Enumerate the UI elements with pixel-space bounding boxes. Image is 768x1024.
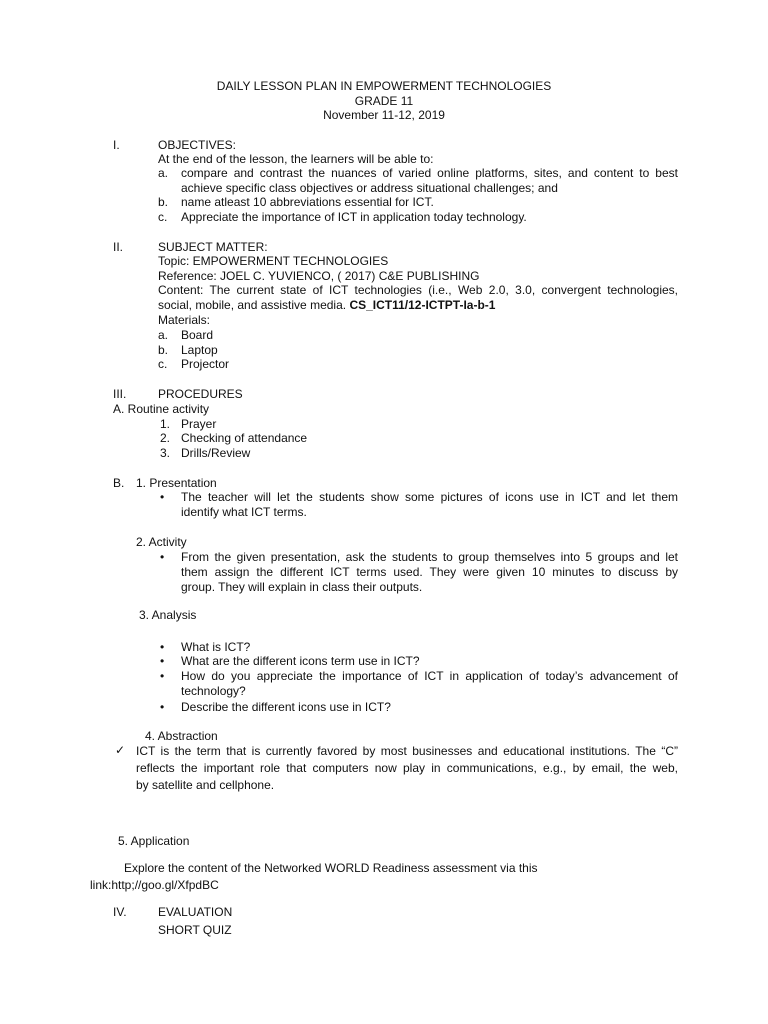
date-line: November 11-12, 2019 xyxy=(323,108,445,122)
presentation-line2: identify what ICT terms. xyxy=(181,505,307,519)
material-b-marker: b. xyxy=(158,343,169,357)
routine-2-marker: 2. xyxy=(160,431,171,445)
abstraction-line3: by satellite and cellphone. xyxy=(136,778,275,792)
bullet-icon: • xyxy=(160,700,165,714)
section-number-evaluation: IV. xyxy=(113,905,127,919)
materials-label: Materials: xyxy=(158,313,211,327)
objective-c-text: Appreciate the importance of ICT in application today technology. xyxy=(181,210,527,224)
analysis-label: 3. Analysis xyxy=(139,608,197,622)
objectives-intro: At the end of the lesson, the learners will be able to: xyxy=(158,152,434,166)
document-title: DAILY LESSON PLAN IN EMPOWERMENT TECHNOLOGIES xyxy=(216,79,552,93)
application-line1: Explore the content of the Networked WORLD Readiness assessment via this xyxy=(124,861,538,875)
activity-label: 2. Activity xyxy=(136,535,187,549)
objective-c-marker: c. xyxy=(158,210,168,224)
analysis-question-3-line1: How do you appreciate the importance of ICT in application of today’s advancement of xyxy=(181,669,678,683)
analysis-question-1: What is ICT? xyxy=(181,640,251,654)
activity-line1: From the given presentation, ask the students to group themselves into 5 groups and let xyxy=(181,550,678,564)
grade-line: GRADE 11 xyxy=(354,94,414,108)
bullet-icon: • xyxy=(160,654,165,668)
material-a-marker: a. xyxy=(158,328,169,342)
routine-attendance: Checking of attendance xyxy=(181,431,308,445)
presentation-line1: The teacher will let the students show some pictures of icons use in ICT and let them xyxy=(181,490,678,504)
analysis-question-3-line2: technology? xyxy=(181,684,246,698)
objective-b-marker: b. xyxy=(158,195,169,209)
evaluation-heading: EVALUATION xyxy=(158,905,233,919)
routine-activity-label: A. Routine activity xyxy=(113,402,210,416)
bullet-icon: • xyxy=(160,550,165,564)
checkmark-icon: ✓ xyxy=(115,743,126,757)
abstraction-line1: ICT is the term that is currently favored by most businesses and educational institutions. The “C” xyxy=(136,744,678,758)
material-projector: Projector xyxy=(181,357,230,371)
subject-content-text: social, mobile, and assistive media. xyxy=(158,298,347,312)
subject-topic: Topic: EMPOWERMENT TECHNOLOGIES xyxy=(158,254,389,268)
presentation-label: 1. Presentation xyxy=(136,476,217,490)
subject-heading: SUBJECT MATTER: xyxy=(158,240,268,254)
objective-a-line1: compare and contrast the nuances of varied online platforms, sites, and content to best xyxy=(181,166,678,180)
procedures-heading: PROCEDURES xyxy=(158,387,243,401)
subject-reference: Reference: JOEL C. YUVIENCO, ( 2017) C&E PUBLISHING xyxy=(158,269,480,283)
objectives-heading: OBJECTIVES: xyxy=(158,138,237,152)
bullet-icon: • xyxy=(160,669,165,683)
material-laptop: Laptop xyxy=(181,343,218,357)
competency-code: CS_ICT11/12-ICTPT-Ia-b-1 xyxy=(349,298,496,312)
subject-content-line2 xyxy=(158,298,495,313)
routine-prayer: Prayer xyxy=(181,417,217,431)
abstraction-label: 4. Abstraction xyxy=(145,729,218,743)
analysis-question-2: What are the different icons term use in ICT? xyxy=(181,654,420,668)
application-label: 5. Application xyxy=(118,834,190,848)
bullet-icon: • xyxy=(160,640,165,654)
section-number-procedures: III. xyxy=(113,387,127,401)
objective-b-text: name atleast 10 abbreviations essential for ICT. xyxy=(181,195,434,209)
routine-1-marker: 1. xyxy=(160,417,171,431)
subject-content-line1: Content: The current state of ICT technologies (i.e., Web 2.0, 3.0, convergent technologies, xyxy=(158,283,678,297)
material-c-marker: c. xyxy=(158,357,168,371)
routine-drills: Drills/Review xyxy=(181,446,251,460)
objective-a-marker: a. xyxy=(158,166,169,180)
analysis-question-4: Describe the different icons use in ICT? xyxy=(181,700,391,714)
bullet-icon: • xyxy=(160,490,165,504)
material-board: Board xyxy=(181,328,214,342)
section-number-objectives: I. xyxy=(113,138,120,152)
application-link: link:http;//goo.gl/XfpdBC xyxy=(90,878,219,892)
routine-3-marker: 3. xyxy=(160,446,171,460)
objective-a-line2: achieve specific class objectives or address situational challenges; and xyxy=(181,181,558,195)
evaluation-short-quiz: SHORT QUIZ xyxy=(158,923,232,937)
activity-line3: group. They will explain in class their outputs. xyxy=(181,580,423,594)
activity-line2: them assign the different ICT terms used. They were given 10 minutes to discuss by xyxy=(181,565,678,579)
part-b-label: B. xyxy=(113,476,125,490)
section-number-subject: II. xyxy=(113,240,124,254)
abstraction-line2: reflects the important role that computers now play in communications, e.g., by email, the web, xyxy=(136,761,678,775)
